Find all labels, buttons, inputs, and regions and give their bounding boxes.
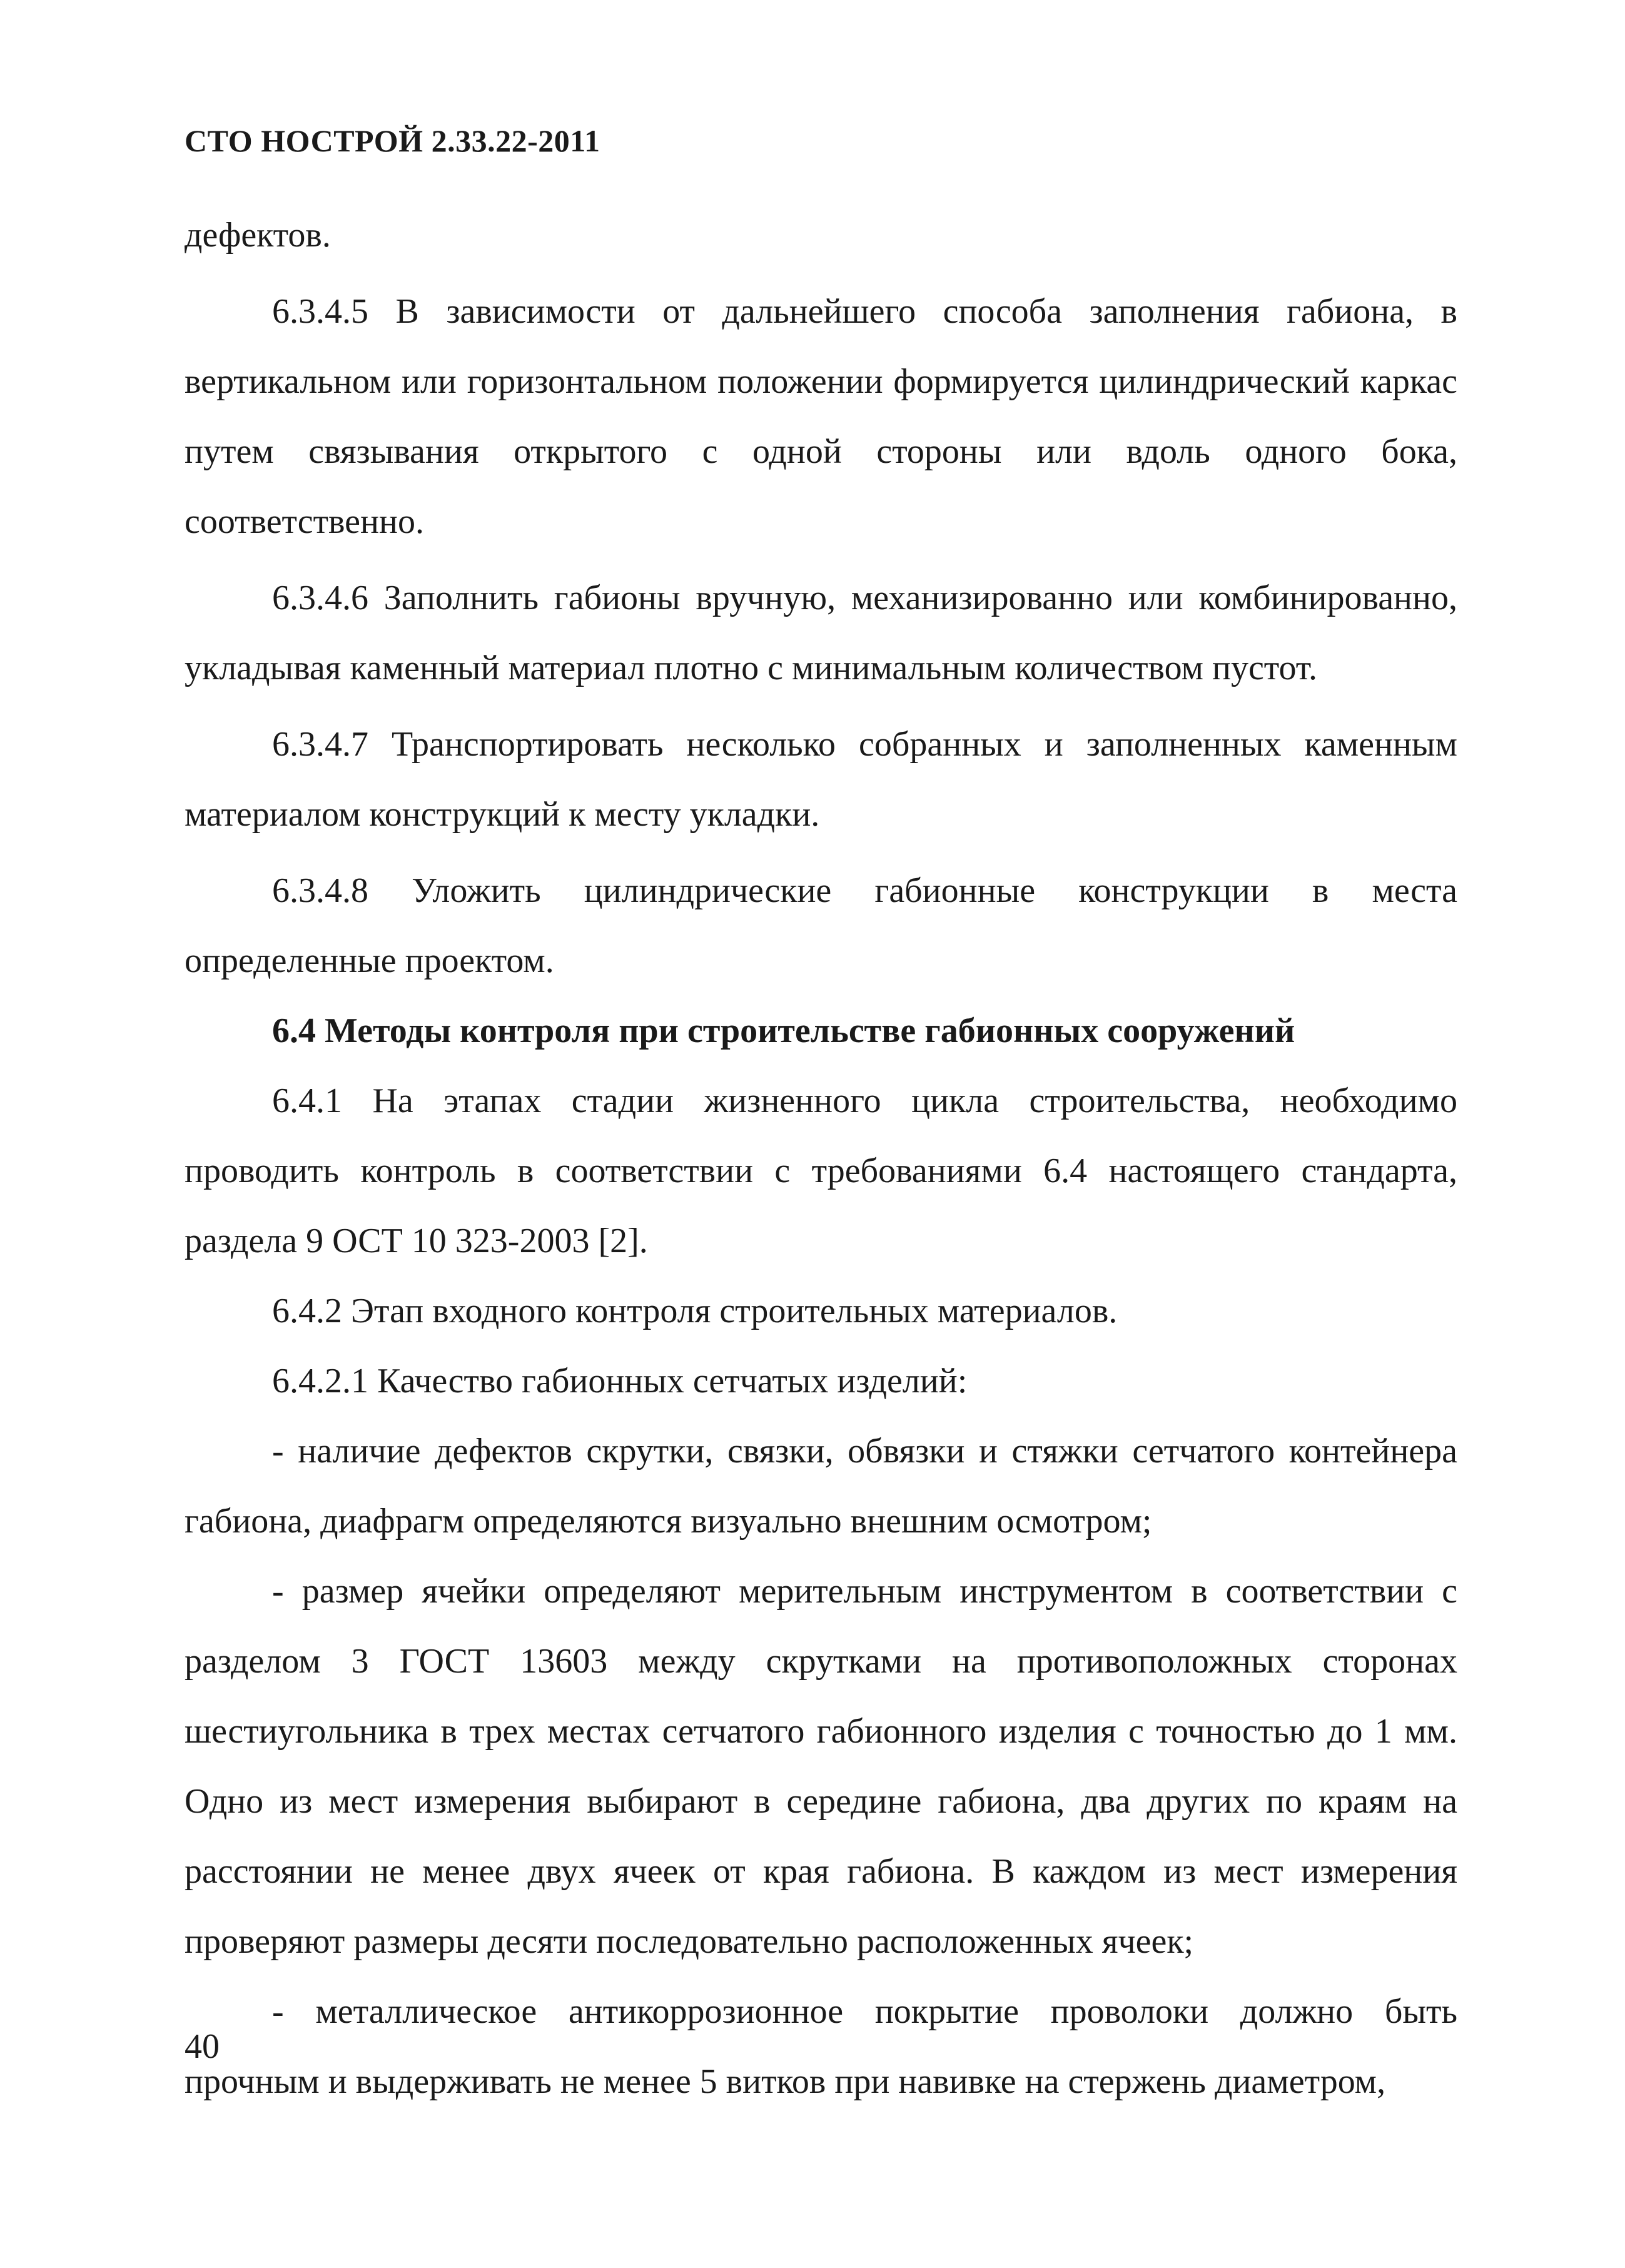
section-heading-6-4: 6.4 Методы контроля при строительстве габионных сооружений xyxy=(272,1011,1295,1050)
list-item-coating: - металлическое антикоррозионное покрытие проволоки должно быть прочным и выдерживать не менее 5 витков при навивке на стержень диаметром, xyxy=(185,1992,1457,2101)
paragraph-6-3-4-8: 6.3.4.8 Уложить цилиндрические габионные конструкции в места определенные проектом. xyxy=(185,871,1457,980)
paragraph-6-3-4-6: 6.3.4.6 Заполнить габионы вручную, механизированно или комбинированно, укладывая каменный материал плотно с минимальным количеством пустот. xyxy=(185,579,1457,687)
paragraph-6-4-2: 6.4.2 Этап входного контроля строительных материалов. xyxy=(272,1292,1118,1330)
paragraph-6-4-2-1: 6.4.2.1 Качество габионных сетчатых изделий: xyxy=(272,1362,968,1400)
paragraph-continuation: дефектов. xyxy=(185,216,331,255)
paragraph-6-4-1: 6.4.1 На этапах стадии жизненного цикла строительства, необходимо проводить контроль в соответствии с требованиями 6.4 настоящего стандарта, раздела 9 ОСТ 10 323-2003 [2]. xyxy=(185,1081,1457,1260)
list-item-defects: - наличие дефектов скрутки, связки, обвязки и стяжки сетчатого контейнера габиона, диафрагм определяются визуально внешним осмотром; xyxy=(185,1432,1457,1541)
document-body xyxy=(185,200,1457,2117)
page-number: 40 xyxy=(185,2027,220,2066)
list-item-cell-size: - размер ячейки определяют мерительным инструментом в соответствии с разделом 3 ГОСТ 13603 между скрутками на противоположных сторонах шестиугольника в трех местах сетчатого габионного изделия с точностью до 1 мм. Одно из мест измерения выбирают в середине габиона, два других по краям на расстоянии не менее двух ячеек от края габиона. В каждом из мест измерения проверяют размеры десяти последовательно расположенных ячеек; xyxy=(185,1572,1457,1961)
document-header: СТО НОСТРОЙ 2.33.22-2011 xyxy=(185,123,600,158)
paragraph-6-3-4-7: 6.3.4.7 Транспортировать несколько собранных и заполненных каменным материалом конструкций к месту укладки. xyxy=(185,725,1457,834)
paragraph-6-3-4-5: 6.3.4.5 В зависимости от дальнейшего способа заполнения габиона, в вертикальном или горизонтальном положении формируется цилиндрический каркас путем связывания открытого с одной стороны или вдоль одного бока, соответственно. xyxy=(185,292,1457,541)
